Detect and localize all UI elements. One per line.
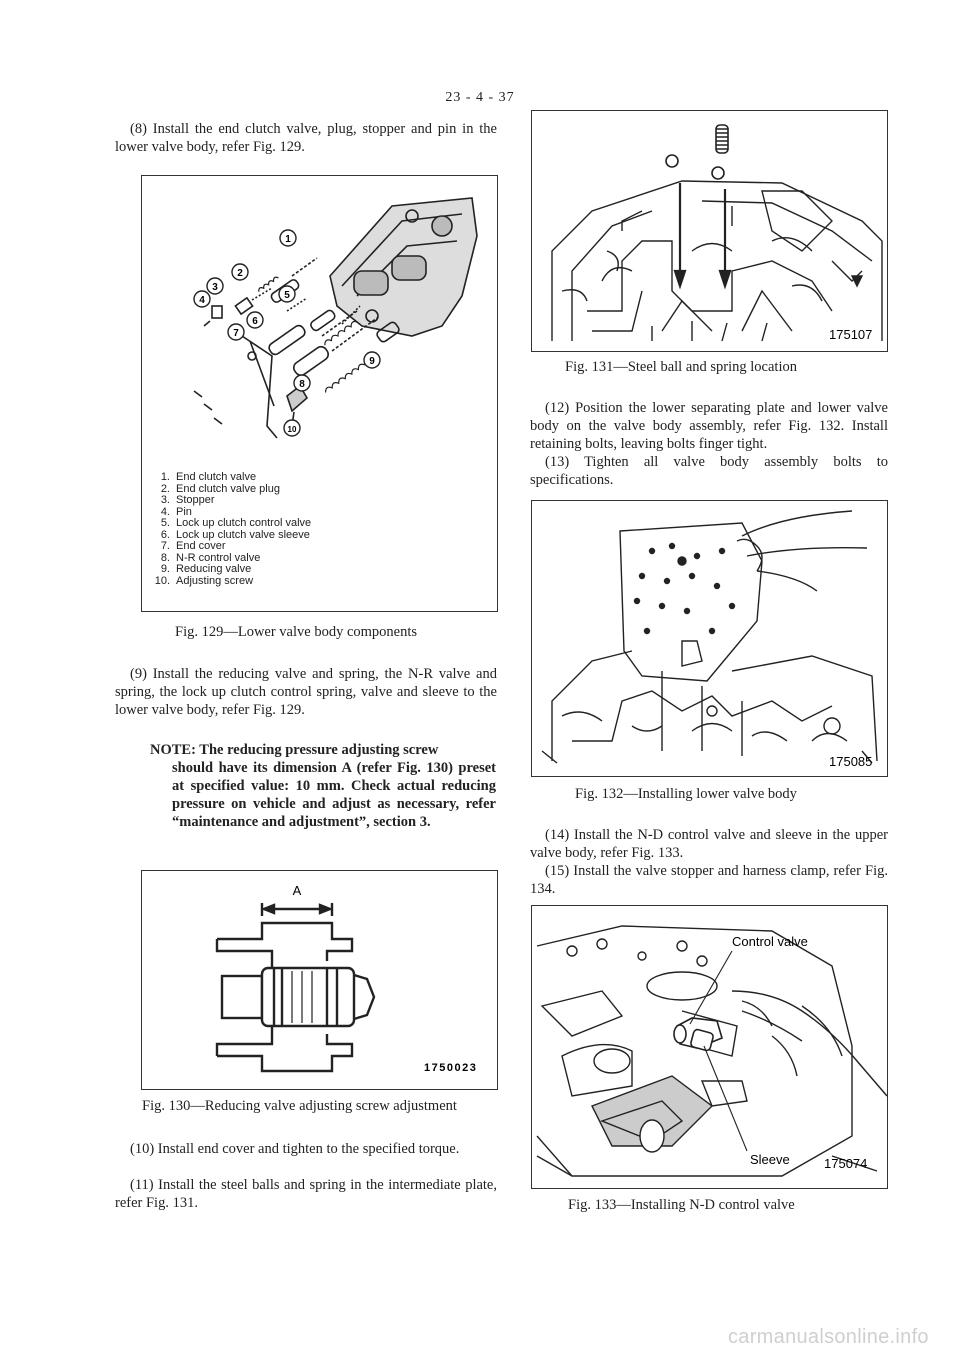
- step-15-text: [530, 862, 888, 898]
- callout-7: [228, 324, 244, 340]
- fig-129-caption: Fig. 129—Lower valve body components: [175, 624, 418, 640]
- legend-text: Lock up clutch valve sleeve: [176, 528, 310, 541]
- legend-item: [148, 576, 478, 588]
- note-block: [150, 741, 496, 831]
- svg-text:6: 6: [252, 316, 258, 327]
- callout-1: [280, 230, 296, 246]
- legend-text: Lock up clutch control valve: [176, 517, 312, 529]
- legend-text: Reducing valve: [176, 563, 252, 575]
- svg-text:10: 10: [287, 425, 297, 434]
- svg-text:9: 9: [369, 356, 375, 367]
- legend-number: 5.: [160, 517, 170, 529]
- valve-body-exploded-illustration: [142, 176, 497, 466]
- sleeve-label: Sleeve: [750, 1152, 790, 1167]
- legend-item: [148, 564, 478, 576]
- svg-text:5: 5: [284, 290, 290, 301]
- legend-item: [148, 541, 478, 553]
- step-12-label: (12) Position the lower separating plate and lower valve body on the valve body assembly, refer Fig. 132. Install retaining bolts, leaving bolts finger tight.: [530, 400, 888, 452]
- step-14-label: (14) Install the N-D control valve and sleeve in the upper valve body, refer Fig. 133.: [530, 827, 888, 861]
- fig-131-caption: Fig. 131—Steel ball and spring location: [565, 359, 797, 375]
- page-number: 23 - 4 - 37: [445, 90, 515, 105]
- callout-9: [364, 352, 380, 368]
- legend-number: 3.: [160, 494, 170, 506]
- svg-text:8: 8: [299, 379, 305, 390]
- legend-number: 8.: [160, 551, 170, 564]
- step-14-text: [530, 826, 888, 862]
- step-15-label: (15) Install the valve stopper and harness clamp, refer Fig. 134.: [530, 863, 888, 897]
- figure-133: [531, 905, 888, 1189]
- legend-number: 6.: [160, 528, 170, 541]
- callout-2: [232, 264, 248, 280]
- note-first-line: NOTE: The reducing pressure adjusting screw: [150, 742, 439, 758]
- callout-4: [194, 291, 210, 307]
- svg-text:4: 4: [199, 295, 205, 306]
- figure-132: [531, 500, 888, 777]
- footer-watermark: carmanualsonline.info: [728, 1326, 929, 1348]
- legend-item: [148, 518, 478, 530]
- step-12-text: [530, 399, 888, 453]
- fig-131-id: 175107: [829, 327, 873, 342]
- intermediate-plate-illustration: [532, 111, 887, 351]
- step-11-text: [115, 1176, 497, 1212]
- callout-10: [284, 420, 300, 436]
- legend-text: N-R control valve: [176, 551, 261, 564]
- callout-8: [294, 375, 310, 391]
- figure-129: [141, 175, 498, 612]
- control-valve-illustration: [532, 906, 887, 1188]
- step-9-text: [115, 665, 497, 719]
- svg-text:2: 2: [237, 268, 243, 279]
- legend-text: End clutch valve: [176, 471, 257, 483]
- step-8-text: [115, 120, 497, 156]
- fig-130-id: 1750023: [424, 1062, 478, 1074]
- step-10-label: (10) Install end cover and tighten to the specified torque.: [130, 1141, 460, 1157]
- step-13-label: (13) Tighten all valve body assembly bolts to specifications.: [530, 454, 888, 488]
- control-valve-label: Control valve: [732, 934, 808, 949]
- legend-number: 9.: [160, 563, 170, 575]
- fig-132-id: 175085: [829, 754, 873, 769]
- legend-text: Adjusting screw: [176, 574, 254, 587]
- step-9-label: (9) Install the reducing valve and spring, the N-R valve and spring, the lock up clutch control spring, valve and sleeve to the lower valve body, refer Fig. 129.: [115, 666, 497, 718]
- callout-3: [207, 278, 223, 294]
- fig-130-caption: Fig. 130—Reducing valve adjusting screw adjustment: [142, 1098, 457, 1114]
- fig-133-id: 175074: [824, 1156, 868, 1171]
- svg-text:1: 1: [285, 234, 291, 245]
- legend-number: 10.: [154, 574, 170, 587]
- dimension-a-label: A: [292, 883, 302, 898]
- legend-number: 2.: [160, 482, 170, 495]
- legend-text: End cover: [176, 540, 226, 552]
- separating-plate-illustration: [532, 501, 887, 776]
- legend-text: Stopper: [176, 494, 215, 506]
- callout-6: [247, 312, 263, 328]
- adjusting-screw-illustration: [142, 871, 497, 1089]
- fig-129-legend: [148, 472, 478, 587]
- step-13-text: [530, 453, 888, 489]
- legend-number: 7.: [160, 540, 170, 552]
- legend-number: 1.: [160, 471, 170, 483]
- legend-item: [148, 472, 478, 484]
- svg-text:3: 3: [212, 282, 218, 293]
- note-body: should have its dimension A (refer Fig. 130) preset at specified value: 10 mm. Check actual reducing pressure on vehicle and adjust as necessary, refer “maintenance and adjustment”, section 3.: [172, 760, 496, 830]
- figure-131: [531, 110, 888, 352]
- step-11-label: (11) Install the steel balls and spring in the intermediate plate, refer Fig. 131.: [115, 1177, 497, 1211]
- callout-5: [279, 286, 295, 302]
- legend-text: Pin: [176, 505, 192, 518]
- step-10-text: [115, 1140, 497, 1158]
- step-8-label: (8) Install the end clutch valve, plug, stopper and pin in the lower valve body, refer Fig. 129.: [115, 121, 497, 155]
- svg-text:7: 7: [233, 328, 239, 339]
- figure-130: [141, 870, 498, 1090]
- legend-item: [148, 495, 478, 507]
- legend-text: End clutch valve plug: [176, 482, 280, 495]
- fig-133-caption: Fig. 133—Installing N-D control valve: [568, 1197, 795, 1213]
- fig-132-caption: Fig. 132—Installing lower valve body: [575, 786, 797, 802]
- legend-number: 4.: [160, 505, 170, 518]
